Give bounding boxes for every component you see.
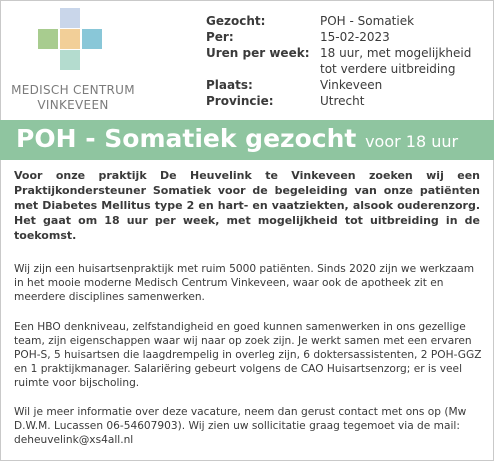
info-row <box>206 93 490 109</box>
body-paragraph-profile: Een HBO denkniveau, zelfstandigheid en goed kunnen samenwerken in ons gezellige team, zijn eigenschappen waar wij naar op zoek zijn. Je werkt samen met een ervaren POH-S, 5 huisartsen die laagdrempelig in overleg zijn, 6 doktersassistenten, 2 POH-GGZ en 1 praktijkmanager. Salariëring gebeurt volgens de CAO Huisartsenzorg; er is veel ruimte voor bijscholing. <box>14 321 482 389</box>
info-label: Plaats: <box>206 78 253 92</box>
info-label <box>206 61 320 77</box>
info-label: Per: <box>206 30 234 44</box>
info-label: Uren per week: <box>206 46 310 60</box>
info-value: tot verdere uitbreiding <box>320 62 456 76</box>
title-banner <box>0 120 494 160</box>
info-row <box>206 61 490 77</box>
info-value: 18 uur, met mogelijkheid <box>320 46 472 60</box>
job-info-table <box>206 13 490 109</box>
info-value: Vinkeveen <box>320 78 383 92</box>
logo-square-center <box>60 29 80 49</box>
logo-mark-icon <box>38 8 102 70</box>
banner-title <box>16 124 458 153</box>
info-value: 15-02-2023 <box>320 30 390 44</box>
info-row <box>206 45 490 61</box>
logo-square-right <box>82 29 102 49</box>
logo-text-line2: VINKEVEEN <box>37 98 109 112</box>
body-paragraph-practice: Wij zijn een huisartsenpraktijk met ruim 5000 patiënten. Sinds 2020 zijn we werkzaam in het mooie moderne Medisch Centrum Vinkeveen, waar ook de apotheek zit en meerdere disciplines samenwerken. <box>14 263 475 303</box>
info-label: Gezocht: <box>206 14 266 28</box>
logo-square-left <box>38 29 58 49</box>
logo-square-bottom <box>60 50 80 70</box>
info-label: Provincie: <box>206 94 274 108</box>
info-value: Utrecht <box>320 94 365 108</box>
banner-subtitle: voor 18 uur <box>365 132 459 151</box>
logo <box>8 8 138 112</box>
logo-text-line1: MEDISCH CENTRUM <box>11 83 135 97</box>
logo-square-top <box>60 8 80 28</box>
banner-title-text: POH - Somatiek gezocht <box>16 124 357 153</box>
info-row <box>206 29 490 45</box>
info-row <box>206 13 490 29</box>
info-row <box>206 77 490 93</box>
intro-paragraph: Voor onze praktijk De Heuvelink te Vinkeveen zoeken wij een Praktijkondersteuner Somatiek voor de begeleiding van onze patiënten met Diabetes Mellitus type 2 en hart- en vaatziekten, alsook ouderenzorg. Het gaat om 18 uur per week, met mogelijkheid tot uitbreiding in de toekomst. <box>14 169 480 242</box>
info-value: POH - Somatiek <box>320 14 415 28</box>
body-paragraph-contact: Wil je meer informatie over deze vacature, neem dan gerust contact met ons op (Mw D.W.M. Lucassen 06-54607903). Wij zien uw sollicitatie graag tegemoet via de mail: deheuvelink@xs4all.nl <box>14 406 467 446</box>
